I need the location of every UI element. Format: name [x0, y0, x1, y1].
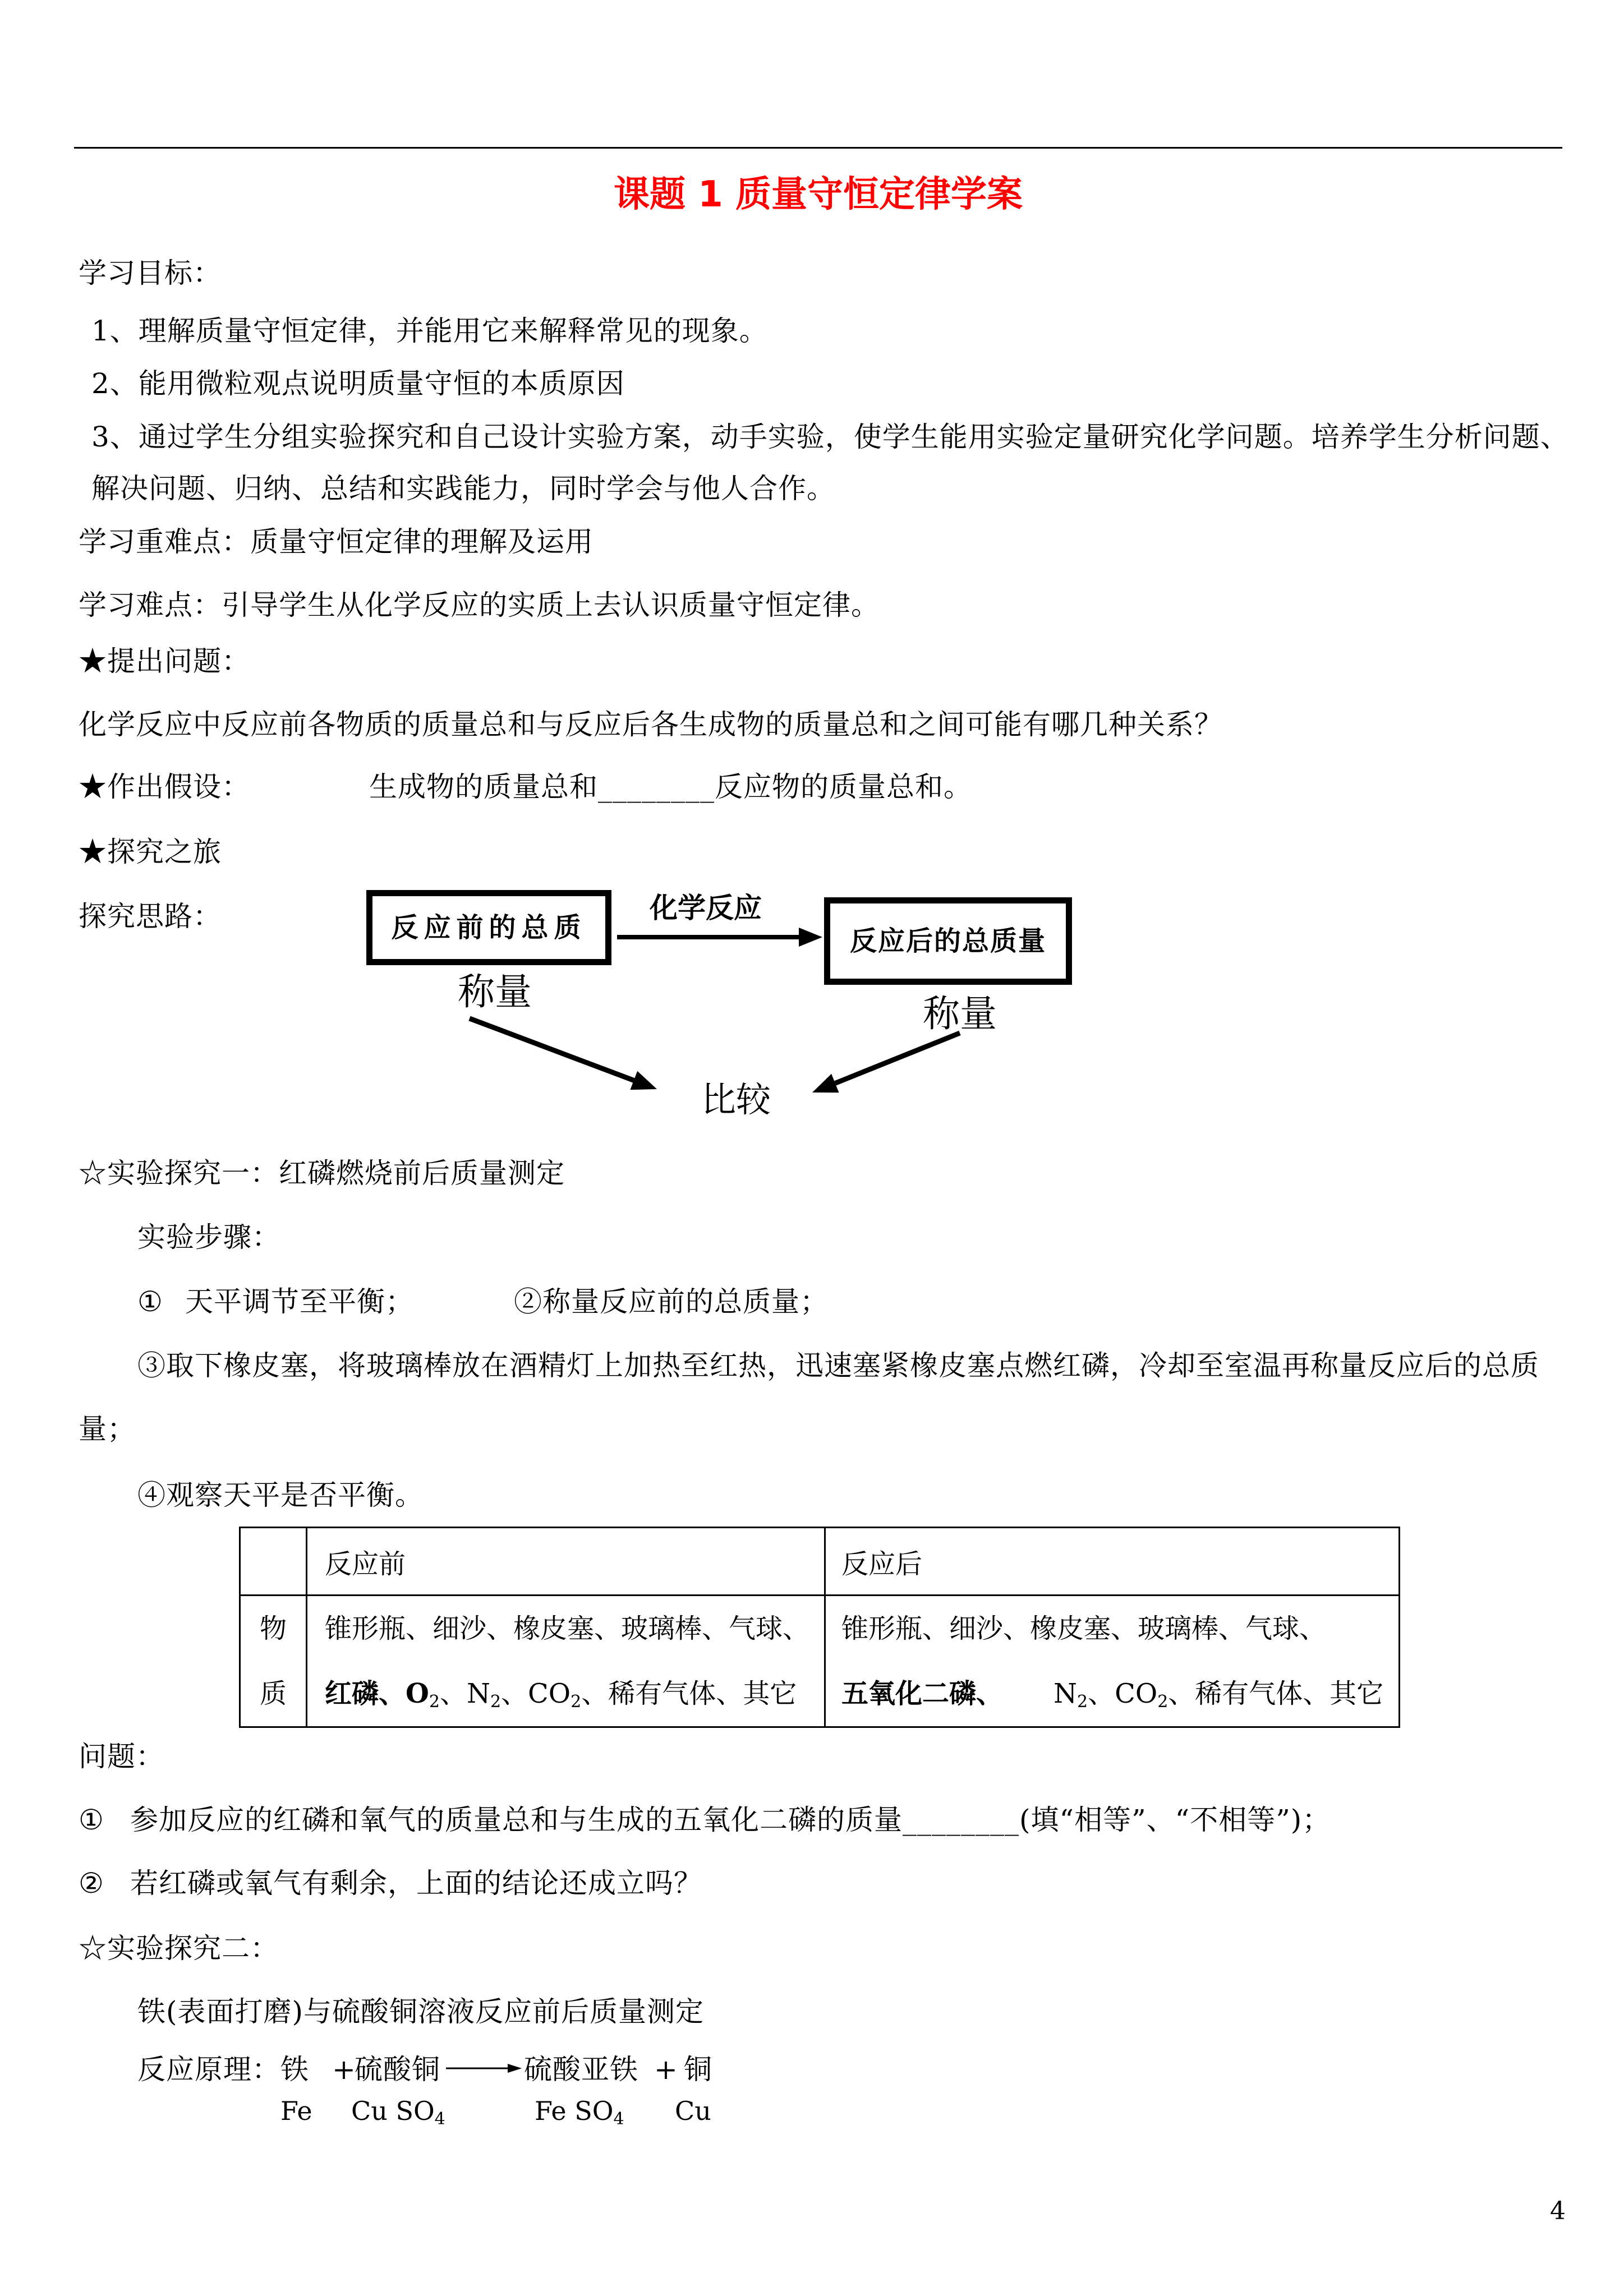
- page-number: 4: [1550, 2197, 1566, 2225]
- diagram-arrow-label: 化学反应: [650, 892, 762, 924]
- objective-item-1: 1、理解质量守恒定律，并能用它来解释常见的现象。: [91, 315, 768, 347]
- hypothesis-text: 生成物的质量总和________反应物的质量总和。: [369, 771, 972, 803]
- hypothesis-heading: ★作出假设：: [79, 771, 250, 803]
- objective-item-3-line-2: 解决问题、归纳、总结和实践能力，同时学会与他人合作。: [91, 472, 835, 505]
- before-line-2: [325, 1661, 824, 1726]
- table-corner-cell: [240, 1528, 307, 1596]
- plus-sign-1: +: [332, 2053, 356, 2086]
- arrow-down-right-icon: [470, 1018, 657, 1090]
- formula-cuso4-subscript: 4: [434, 2109, 445, 2129]
- step1-text: 天平调节至平衡；: [185, 1285, 414, 1318]
- table-cell-after: [825, 1596, 1400, 1727]
- diagram-before-box-label: 反应前的总质: [391, 912, 587, 943]
- before-oxygen: 、O: [379, 1678, 429, 1709]
- key-points: 学习重难点：质量守恒定律的理解及运用: [79, 525, 594, 558]
- before-nitrogen-subscript: 2: [490, 1692, 502, 1712]
- reactant-iron: 铁: [280, 2053, 309, 2086]
- diagram-arrows: [438, 914, 976, 1105]
- step3-line-1: ③取下橡皮塞，将玻璃棒放在酒精灯上加热至红热，迅速塞紧橡皮塞点燃红磷，冷却至室温再称量反应后的总质: [137, 1349, 1539, 1382]
- experiment2-heading: ☆实验探究二：: [79, 1932, 279, 1965]
- before-oxygen-subscript: 2: [429, 1692, 440, 1712]
- page-title: 课题 1 质量守恒定律学案: [613, 174, 1023, 215]
- before-line-1: 锥形瓶、细沙、橡皮塞、玻璃棒、气球、: [325, 1613, 810, 1644]
- long-arrow-right-icon: [446, 2057, 522, 2080]
- objective-item-2: 2、能用微粒观点说明质量守恒的本质原因: [91, 367, 625, 400]
- table-header-before: 反应前: [307, 1528, 825, 1596]
- objective-item-3-line-1: 3、通过学生分组实验探究和自己设计实验方案，动手实验，使学生能用实验定量研究化学问题。培养学生分析问题、: [91, 421, 1569, 453]
- after-phosphorus-pentoxide: 五氧化二磷、: [841, 1678, 1004, 1709]
- formula-cu: Cu: [675, 2096, 711, 2126]
- table-cell-before: [307, 1596, 825, 1727]
- experiment2-subject: 铁(表面打磨)与硫酸铜溶液反应前后质量测定: [137, 1995, 705, 2028]
- table-row-label-char-2: 质: [259, 1678, 287, 1709]
- formula-feso4-subscript: 4: [613, 2109, 624, 2129]
- header-rule: [74, 147, 1562, 149]
- diagram-after-box-label: 反应后的总质量: [849, 925, 1046, 957]
- before-carbon-dioxide: 、CO: [501, 1678, 571, 1709]
- table-row: [240, 1596, 1400, 1727]
- diagram-compare: 比较: [701, 1079, 771, 1120]
- after-others: 、稀有气体、其它: [1168, 1678, 1384, 1709]
- before-carbon-dioxide-subscript: 2: [571, 1692, 582, 1712]
- question-text: 化学反应中反应前各物质的质量总和与反应后各生成物的质量总和之间可能有哪几种关系？: [79, 708, 1223, 741]
- objectives-heading: 学习目标：: [79, 257, 222, 289]
- table-row-label-char-1: 物: [259, 1613, 287, 1644]
- formula-cuso4-base: Cu SO: [351, 2096, 435, 2126]
- formula-feso4-base: Fe SO: [535, 2096, 614, 2126]
- experiment1-steps-label: 实验步骤：: [137, 1221, 280, 1253]
- table-row-label: [240, 1596, 307, 1727]
- diagram-weigh-right: 称量: [923, 992, 997, 1035]
- after-nitrogen-subscript: 2: [1077, 1692, 1088, 1712]
- principle-label: 反应原理：: [137, 2053, 280, 2086]
- before-red-phosphorus: 红磷: [325, 1678, 379, 1709]
- after-carbon-dioxide-subscript: 2: [1157, 1692, 1168, 1712]
- product-copper: 铜: [684, 2053, 712, 2086]
- question1-marker: ①: [79, 1804, 104, 1836]
- question2-text: 若红磷或氧气有剩余，上面的结论还成立吗？: [130, 1867, 702, 1899]
- question-heading: ★提出问题：: [79, 645, 250, 677]
- arrow-down-left-icon: [812, 1033, 960, 1092]
- difficulties: 学习难点：引导学生从化学反应的实质上去认识质量守恒定律。: [79, 589, 880, 621]
- after-line-2: [841, 1661, 1398, 1726]
- step4-text: ④观察天平是否平衡。: [137, 1479, 424, 1511]
- after-carbon-dioxide: 、CO: [1088, 1678, 1158, 1709]
- diagram-weigh-left: 称量: [458, 970, 532, 1013]
- step2-text: ②称量反应前的总质量；: [514, 1285, 829, 1318]
- plus-sign-2: +: [654, 2053, 678, 2086]
- question1-text: 参加反应的红磷和氧气的质量总和与生成的五氧化二磷的质量________(填“相等”、“不相等”)；: [130, 1804, 1331, 1836]
- product-ferrous-sulfate: 硫酸亚铁: [524, 2053, 638, 2086]
- arrow-right-icon: [617, 928, 822, 947]
- formula-cuso4: [351, 2096, 445, 2129]
- formula-fe: Fe: [280, 2096, 312, 2126]
- table-header-after: 反应后: [825, 1528, 1400, 1596]
- table-header-row: [240, 1528, 1400, 1596]
- after-nitrogen: N: [1053, 1678, 1078, 1709]
- step1-marker: ①: [137, 1285, 163, 1318]
- formula-feso4: [535, 2096, 624, 2129]
- reactant-copper-sulfate: 硫酸铜: [355, 2053, 440, 2086]
- questions-label: 问题：: [79, 1740, 164, 1773]
- substance-table: [239, 1527, 1400, 1728]
- question2-marker: ②: [79, 1867, 104, 1899]
- experiment1-heading: ☆实验探究一：红磷燃烧前后质量测定: [79, 1157, 565, 1190]
- before-others: 、稀有气体、其它: [581, 1678, 797, 1709]
- inquiry-heading: ★探究之旅: [79, 836, 222, 868]
- before-nitrogen: 、N: [439, 1678, 490, 1709]
- approach-label: 探究思路：: [79, 900, 222, 933]
- step3-line-2: 量；: [79, 1413, 136, 1445]
- after-line-1: 锥形瓶、细沙、橡皮塞、玻璃棒、气球、: [841, 1613, 1327, 1644]
